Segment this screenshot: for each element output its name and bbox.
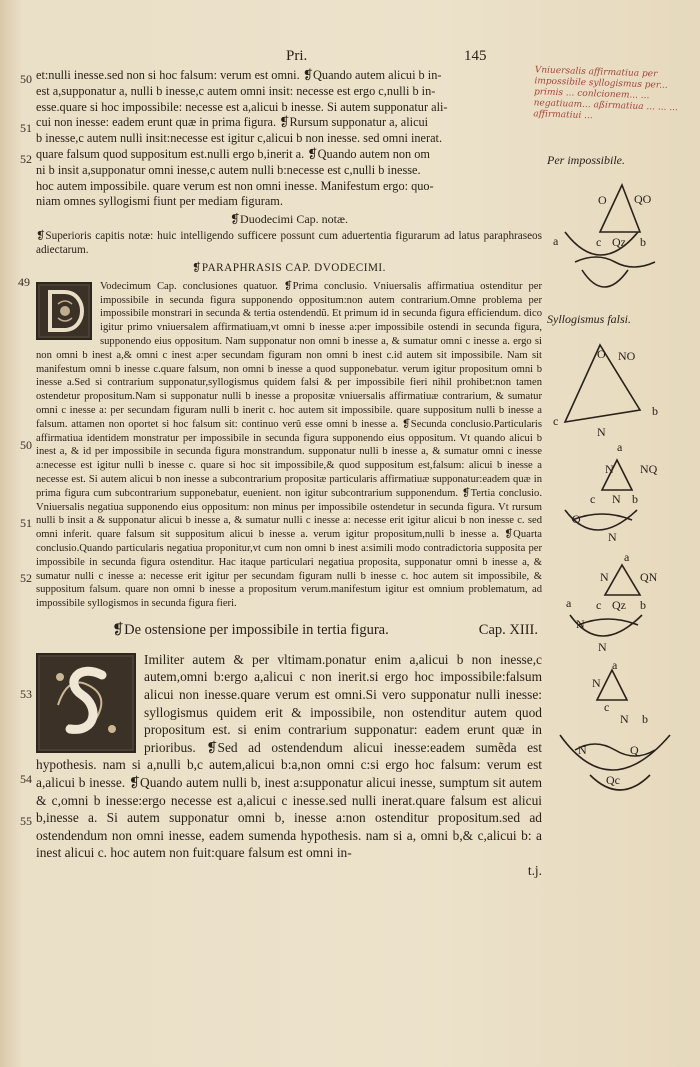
label-qn: QN xyxy=(640,570,658,584)
paraphrasis-heading: ❡PARAPHRASIS CAP. DVODECIMI. xyxy=(192,261,386,274)
initial-d-icon xyxy=(38,284,90,338)
label-b: b xyxy=(642,712,648,726)
line-number: 50 xyxy=(20,72,32,86)
line-number: 52 xyxy=(20,152,32,166)
label-qo: QO xyxy=(634,192,652,206)
label-b: b xyxy=(640,235,646,249)
label-o: O xyxy=(597,347,606,361)
label-a: a xyxy=(566,596,572,610)
label-a: a xyxy=(553,234,559,248)
label-qc: Qc xyxy=(606,773,620,787)
page-header xyxy=(0,48,700,68)
label-n: N xyxy=(600,570,609,584)
label-syllogismus-falsi: Syllogismus falsi. xyxy=(547,312,632,326)
label-no: NO xyxy=(618,349,636,363)
line-number: 49 xyxy=(18,275,30,289)
notes-heading: ❡Duodecimi Cap. notæ. xyxy=(229,212,349,227)
line-number: 53 xyxy=(20,687,32,701)
label-n: N xyxy=(576,617,585,631)
label-b: b xyxy=(632,492,638,506)
label-o: O xyxy=(598,193,607,207)
line-number: 51 xyxy=(20,516,32,530)
main-text-column xyxy=(36,68,542,880)
label-c: c xyxy=(604,700,610,714)
text-line: quare falsum quod suppositum est.nulli ergo b,inerit a. ❡Quando autem non om xyxy=(36,146,430,161)
text-line: b inesse,c autem nulli insit:necesse est igitur c,alicui b non inesse. sed omni inerat. xyxy=(36,131,443,146)
label-n: N xyxy=(612,492,621,506)
label-n: N xyxy=(592,676,601,690)
text-line: est a,supponatur a, nulli b inesse,c autem omni insit: necesse est ergo c,nulli b in- xyxy=(36,83,436,98)
label-qz: Qz xyxy=(612,235,626,249)
text-line: et:nulli inesse.sed non si hoc falsum: verum est omni. ❡Quando autem alicui b in- xyxy=(36,68,442,82)
paraphrasis-text: Vodecimum Cap. conclusiones quatuor. ❡Prima conclusio. Vniuersalis affirmatiua ostenditur per impossibile in secunda figura supponendo oppositum:non autem contrarium.Omne problema per impossibile monstrari in secunda & tertia ostendendũ. Et primum id in secunda figura efficiendum. dico igitur primo vniuersalem affirmatiuam,vt omni b inesse a:per impossibile ostendi in secunda figura, supponendo eius oppositum. Nam supponatur non omni b inesse a, & sumatur omni c inesse a. ergo si non omni b inest a,& omni c inest a:per secundam figuram non omni b inest c.id autem sit impossibile. Nam sit manifestum omni b inesse c.quare falsum, non omni b inesse a quod supponebatur. verum igitur propositum omni b inesse a.Sed si contrarium supponatur,syllogismus quidem falsi & per impossibile fieri nihil prohibet:non tamen ostendetur propositum.Nam si supponatur nulli b inesse a propositæ vniuersalis affirmatiuæ contrarium, & sumatur omni c inesse a: per secundam figuram nulli b inerit c. hoc autem sit impossibile. quare suppositum nulli b inesse a falsum. attamen non oportet si hoc falsum sit: continuo verũ esse omni b inesse a. ❡Secunda conclusio.Particularis affirmatiua identidem monstratur per impossibile in secunda figura supponendo eius oppositum. Vt quando alicui b inest a, & id per impossibile in secunda figura monstrandum. supponatur nulli b inesse a, & sumatur omni c inesse a:necesse est igitur nulli b inesse c. quare si hoc sit impossibile,& quod suppositum est,falsum: alicui b inesse a necesse est. Si autem alicui b non inesse a subcontrarium propositæ particularis affirmatiuæ supponatur:eadem quæ in prima figura cum subcontrarium supponebatur, euenient. non igitur subcontrarium supponendum. ❡Tertia conclusio. Vniuersalis negatiua supponendo eius oppositum: non minus per impossibile ostendetur in secunda figura. Vt rursum nulli b insit a & supponatur alicui b inesse a, & sumatur nulli c inesse a: necesse erit igitur alicui b non inesse c. sed omni inferit. quare falsum sit suppositum alicui b inesse a. verum igitur propositum,nulli b inesse a. ❡Quarta conclusio.Quando particularis negatiua proponitur,vt cum non omni b inest a:simili modo contradictoria supposita per impossibile in secunda figura ostenditur. Hac itaque particulari negatiua proposita, supponatur omni b inesse a, & sumatur nulli c inesse a: necesse erit igitur per secundam figuram nulli b inesse c. hoc autem sit impossibile, & suppositum falsum. quare non omni b inesse a propositum verum.manifestum igitur est omnium problematum, ad impossibile syllogismos in secunda figura fieri. xyxy=(36,280,542,610)
label-c: c xyxy=(596,235,602,249)
label-qz: Qz xyxy=(612,598,626,612)
running-head: Pri. xyxy=(286,48,308,64)
initial-d-woodcut xyxy=(36,282,92,340)
label-n: N xyxy=(597,425,606,439)
label-a: a xyxy=(612,658,618,672)
handwritten-marginalia: Vniuersalis affirmatiua per impossibile syllogismus per... primis ... conlcionem... ... negatiuam... aßirmatiua ... ... ... affirmatiui ... xyxy=(533,65,679,122)
chapter-title: ❡De ostensione per impossibile in tertia figura. xyxy=(112,621,389,638)
chapter-section xyxy=(36,651,542,880)
line-number: 52 xyxy=(20,571,32,585)
line-number: 55 xyxy=(20,814,32,828)
folio-number: 145 xyxy=(464,48,487,64)
label-c: c xyxy=(590,492,596,506)
line-number: 54 xyxy=(20,772,32,786)
text-line: esse.quare si hoc impossibile: necesse est a,alicui b inesse. Si autem supponatur ali- xyxy=(36,99,448,114)
paraphrasis-section xyxy=(36,280,542,611)
text-line: ni b insit a,supponatur omni inesse,c autem nulli b:necesse est c,nulli b inesse. xyxy=(36,162,421,177)
line-number: 51 xyxy=(20,121,32,135)
text-line: cui non inesse: eadem erunt quæ in prima figura. ❡Rursum supponatur a, alicui xyxy=(36,115,429,130)
label-b: b xyxy=(652,404,658,418)
label-a: a xyxy=(624,550,630,564)
label-n: N xyxy=(608,530,617,544)
initial-s-icon xyxy=(38,655,134,751)
text-line: hoc autem impossibile. quare verum est non omni inesse. Manifestum ergo: quo- xyxy=(36,178,434,193)
text-block-top xyxy=(36,68,542,210)
label-n: N xyxy=(605,462,614,476)
chapter-heading xyxy=(36,623,542,643)
label-n: N xyxy=(578,743,587,757)
label-q: Q xyxy=(572,512,581,526)
label-n: N xyxy=(598,640,607,654)
notes-text: ❡Superioris capitis notæ: huic intelligendo sufficere possunt cum aduertentia figurarum ad latus paraphraseos adiectarum. xyxy=(36,229,542,257)
text-line: niam omnes syllogismi fiunt per mediam figuram. xyxy=(36,194,283,209)
label-c: c xyxy=(596,598,602,612)
label-b: b xyxy=(640,598,646,612)
label-per-impossibile: Per impossibile. xyxy=(547,153,625,167)
label-a: a xyxy=(617,440,623,454)
label-c: c xyxy=(553,414,559,428)
chapter-number: Cap. XIII. xyxy=(478,621,538,638)
catchword: t.j. xyxy=(527,863,542,879)
line-number: 50 xyxy=(20,438,32,452)
label-n: N xyxy=(620,712,629,726)
chapter-text: Imiliter autem & per vltimam.ponatur enim a,alicui b non inesse,c autem,omni b:ergo a,alicui c non inerit.si ergo hoc impossibile:falsum alicui non inesse.quare verum est omni.Si vero supponatur nulli inesse: syllogismus quidem erit & impossibile, non ostenditur autem quod propositum est. si enim contrarium supponatur: eadem erunt quæ in prioribus. ❡Sed ad ostendendum alicui inesse:eadem sumẽda est hypothesis. nam si a,nulli b,c autem,alicui b:a,non omni c:si ergo hoc falsum: verum est a,alicui b inesse. ❡Quando autem nulli b, inest a:supponatur alicui inesse, sumptum sit autem & c,omni b inesse:ergo necesse est a,alicui c inesse.sed nulli inerat.quare falsum est alicui b,inesse a. Si autem supponatur omni b, inesse a:non ostenditur propositum.sed ad ostendendum non omni inesse, eadem sumenda hypothesis. nam si a, omni b,& c,alicui b: a inest alicui c. hoc autem non fuit:quare falsum est omni in- xyxy=(36,651,542,861)
label-q: Q xyxy=(630,743,639,757)
initial-s-woodcut xyxy=(36,653,136,753)
label-nq: NQ xyxy=(640,462,658,476)
